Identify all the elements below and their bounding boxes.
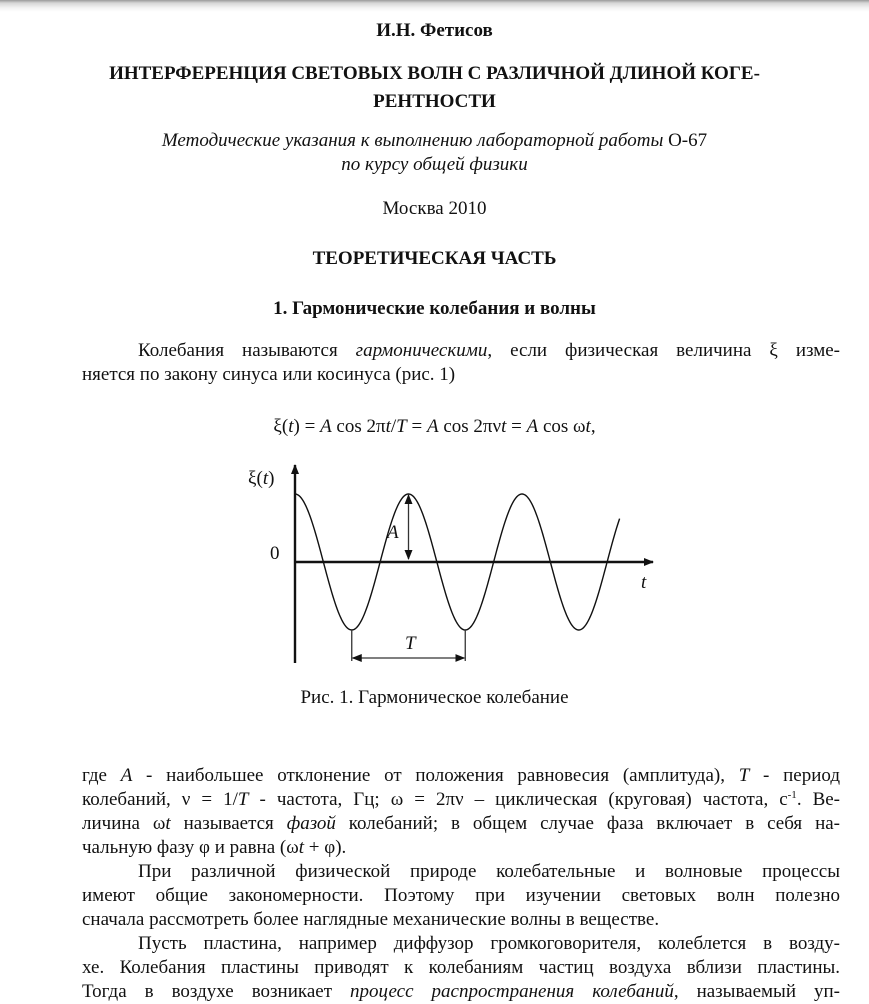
title-line-1: ИНТЕРФЕРЕНЦИЯ СВЕТОВЫХ ВОЛН С РАЗЛИЧНОЙ ДЛИНОЙ КОГЕ-	[109, 63, 760, 84]
y-axis-label	[248, 468, 274, 490]
t: , называемый уп-	[673, 981, 840, 1002]
f: A	[320, 416, 332, 437]
subtitle-line-2	[0, 153, 869, 177]
subtitle-course: по курсу общей физики	[341, 154, 528, 175]
p2-line-2: имеют общие закономерности. Поэтому при изучении световых волн полезно	[82, 885, 840, 906]
f: t	[288, 416, 294, 437]
figure-harmonic-oscillation	[230, 455, 670, 670]
t: -1	[787, 789, 797, 801]
f: T	[396, 416, 407, 437]
t: колебаний, ν = 1/	[82, 789, 238, 810]
t: - наибольшее отклонение от положения равновесия (амплитуда),	[132, 765, 739, 786]
oscillation-graph	[230, 455, 670, 670]
f: ξ(	[273, 416, 289, 437]
term-wave-propagation: процесс распространения колебаний	[350, 981, 674, 1002]
zero-label: 0	[270, 543, 280, 564]
subtitle-italic: Методические указания к выполнению лабораторной работы	[161, 130, 664, 151]
section-heading: 1. Гармонические колебания и волны	[273, 298, 596, 319]
f: /	[390, 416, 397, 437]
author: И.Н. Фетисов	[376, 20, 493, 41]
f: A	[426, 416, 439, 437]
t: - частота, Гц; ω = 2πν – циклическая (круговая) частота, с	[248, 789, 788, 810]
title-line-2: РЕНТНОСТИ	[373, 91, 496, 112]
x-axis-label: t	[641, 572, 647, 593]
f: t	[585, 416, 591, 437]
city-year: Москва 2010	[382, 198, 487, 219]
f: ,	[590, 416, 596, 437]
f: ) =	[293, 416, 321, 437]
lab-code: О-67	[668, 130, 708, 151]
y-label-close: )	[268, 468, 275, 489]
text: , если физическая величина ξ изме-	[487, 340, 841, 361]
p1-line-3	[82, 812, 840, 836]
f: A	[526, 416, 539, 437]
term-harmonic: гармоническими	[355, 340, 488, 361]
t: - период	[749, 765, 841, 786]
f: =	[406, 416, 427, 437]
formula	[0, 416, 869, 438]
t: колебаний; в общем случае фаза включает в себя на-	[335, 813, 840, 834]
t: называется	[170, 813, 287, 834]
t: t	[298, 837, 305, 858]
t: личина ω	[82, 813, 166, 834]
document-title	[0, 60, 869, 116]
p1-line-2	[82, 788, 840, 812]
f: cos 2π	[331, 416, 386, 437]
p2-line-1: При различной физической природе колебательные и волновые процессы	[138, 861, 840, 882]
figure-caption: Рис. 1. Гармоническое колебание	[300, 687, 569, 708]
period-label: T	[405, 633, 416, 654]
viewer-top-shadow	[0, 0, 869, 12]
t: + φ).	[304, 837, 347, 858]
p3-line-2: хе. Колебания пластины приводят к колебаниям частиц воздуха вблизи пластины.	[82, 957, 840, 978]
p3-line-1: Пусть пластина, например диффузор громкоговорителя, колеблется в возду-	[138, 933, 840, 954]
subtitle	[0, 129, 869, 177]
f: t	[385, 416, 391, 437]
p1-line-4	[82, 836, 346, 860]
p1-line-1	[82, 764, 840, 788]
p2-line-3: сначала рассмотреть более наглядные механические волны в веществе.	[82, 909, 660, 930]
y-label-xi: ξ(	[248, 468, 263, 489]
t: T	[237, 789, 249, 810]
t: T	[738, 765, 750, 786]
subtitle-line-1	[0, 129, 869, 153]
term-phase: фазой	[286, 813, 336, 834]
intro-line-1	[138, 339, 840, 363]
t: где	[82, 765, 121, 786]
intro-line-2: няется по закону синуса или косинуса (рис. 1)	[82, 364, 456, 385]
p3-line-3	[82, 980, 840, 1004]
t: A	[120, 765, 133, 786]
f: cos 2πν	[438, 416, 502, 437]
part-heading: ТЕОРЕТИЧЕСКАЯ ЧАСТЬ	[312, 248, 557, 269]
f: =	[506, 416, 527, 437]
text: Колебания называются	[138, 340, 356, 361]
f: t	[501, 416, 507, 437]
t: . Ве-	[796, 789, 841, 810]
t: чальную фазу φ и равна (ω	[82, 837, 299, 858]
t: t	[165, 813, 171, 834]
t: Тогда в воздухе возникает	[82, 981, 350, 1002]
amplitude-label: A	[387, 522, 399, 543]
y-label-t: t	[262, 468, 269, 489]
f: cos ω	[538, 416, 586, 437]
